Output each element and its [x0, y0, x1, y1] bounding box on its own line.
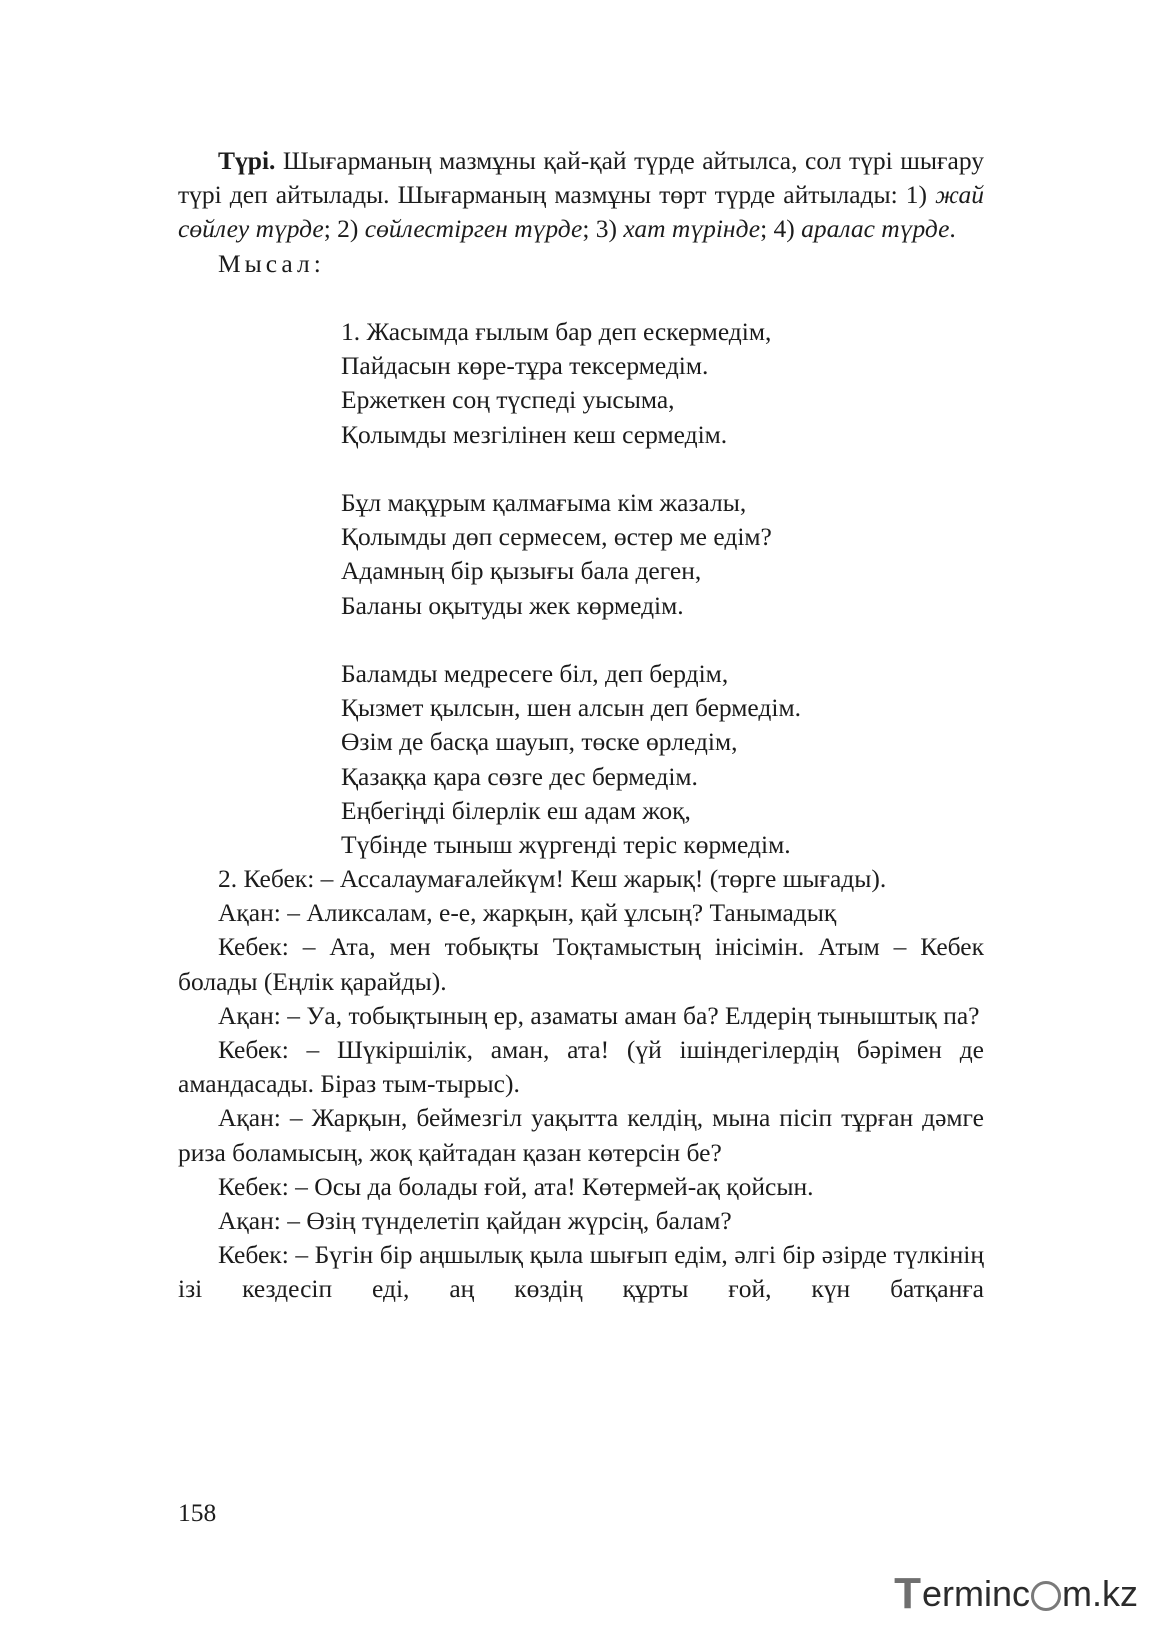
dialogue-line: Кебек: – Бүгін бір аңшылық қыла шығып едім, әлгі бір әзірде түлкінің ізі кездесіп еді, аң көздің құрты ғой, күн батқанға: [178, 1240, 984, 1304]
poem-line: Пайдасын көре-тұра тексермедім.: [341, 351, 709, 381]
dialogue-line: Ақан: – Өзің түнделетіп қайдан жүрсің, балам?: [218, 1206, 732, 1236]
poem-line: Қолымды дөп сермесем, өстер ме едім?: [341, 522, 772, 552]
poem-line: Адамның бір қызығы бала деген,: [341, 556, 702, 586]
dialogue-line: Кебек: – Шүкіршілік, аман, ата! (үй ішіндегілердің бәрімен де амандасады. Біраз тым-тырыс).: [178, 1035, 984, 1099]
poem-line: Еңбегіңді білерлік еш адам жоқ,: [341, 795, 691, 825]
intro-paragraph: [178, 144, 984, 281]
poem-line: Қолымды мезгілінен кеш сермедім.: [341, 419, 728, 449]
dialogue: [178, 862, 984, 1307]
poem-line: Түбінде тыныш жүргенді теріс көрмедім.: [341, 830, 791, 860]
poem: [341, 315, 941, 862]
dialogue-line: 2. Кебек: – Ассалаумағалейкүм! Кеш жарық! (төрге шығады).: [218, 864, 887, 893]
poem-line: Баланы оқытуды жек көрмедім.: [341, 590, 684, 620]
dialogue-line: Ақан: – Жарқын, беймезгіл уақытта келдің, мына пісіп тұрған дәмге риза боламысың, жоқ қайтадан қазан көтерсін бе?: [178, 1103, 984, 1167]
poem-line: Өзім де басқа шауып, төске өрледім,: [341, 727, 738, 757]
dialogue-line: Кебек: – Осы да болады ғой, ата! Көтермей-ақ қойсын.: [218, 1171, 814, 1201]
dialogue-line: Ақан: – Уа, тобықтының ер, азаматы аман ба? Елдерің тыныштық па?: [218, 1000, 980, 1030]
poem-line: Қызмет қылсын, шен алсын деп бермедім.: [341, 693, 801, 723]
poem-line: Қазаққа қара сөзге дес бермедім.: [341, 761, 698, 791]
term-bold: Түрі.: [218, 146, 276, 175]
magnifier-icon: [1031, 1581, 1061, 1611]
poem-line: 1. Жасымда ғылым бар деп ескермедім,: [341, 317, 772, 346]
dialogue-line: Ақан: – Аликсалам, е-е, жарқын, қай ұлсың? Танымадық: [218, 898, 837, 928]
poem-line: Баламды медресеге біл, деп бердім,: [341, 659, 729, 688]
definition-paragraph: Түрі. Шығарманың мазмұны қай-қай түрде айтылса, сол түрі шығару түрі деп айтылады. Шығарманың мазмұны төрт түрде айтылады: 1) жай сөйлеу түрде; 2) сөйлестірген түрде; 3) хат түрінде; 4) аралас түрде.: [178, 146, 984, 244]
poem-stanza-2: [341, 486, 941, 623]
dialogue-line: Кебек: – Ата, мен тобықты Тоқтамыстың інісімін. Атым – Кебек болады (Еңлік қарайды).: [178, 932, 984, 996]
poem-line: Ержеткен соң түспеді уысыма,: [341, 385, 675, 415]
poem-stanza-1: [341, 315, 941, 452]
terminkom-logo: T ermin c m.kz: [894, 1569, 1138, 1618]
example-label: Мысал:: [218, 248, 325, 278]
page-number: 158: [178, 1498, 217, 1527]
poem-stanza-3: [341, 657, 941, 862]
poem-line: Бұл мақұрым қалмағыма кім жазалы,: [341, 488, 747, 517]
